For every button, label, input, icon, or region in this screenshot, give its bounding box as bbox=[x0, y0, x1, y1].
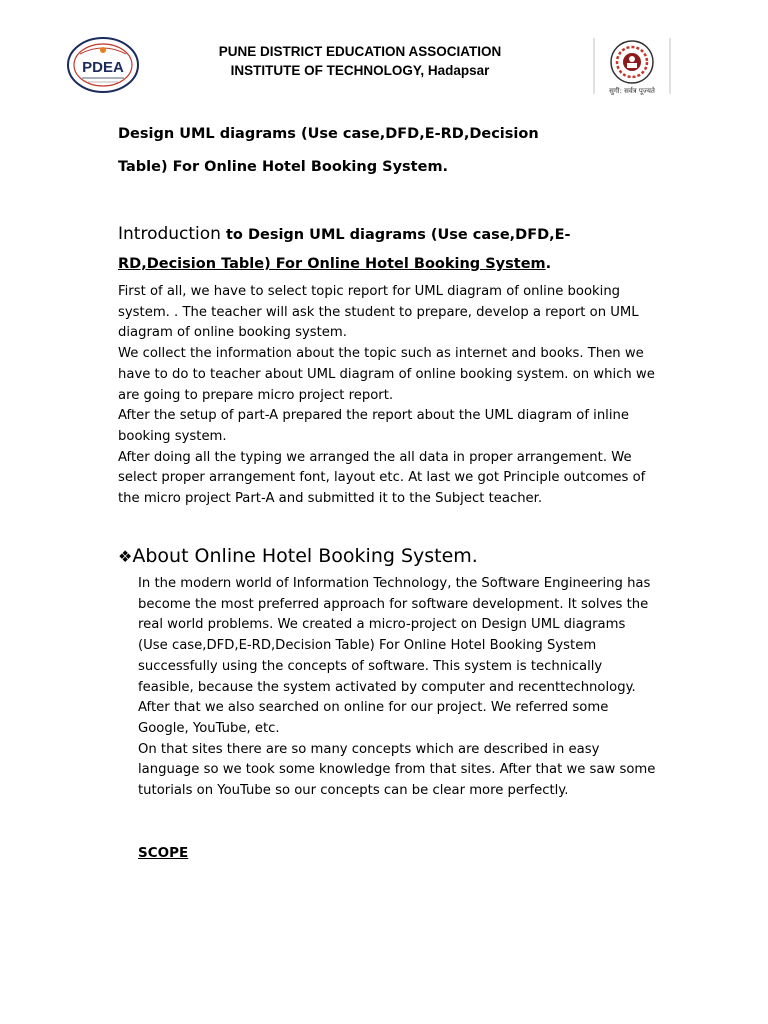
introduction-heading bbox=[118, 220, 678, 278]
introduction-trailing: . bbox=[545, 256, 552, 272]
about-paragraph: In the modern world of Information Technology, the Software Engineering has become the most preferred approach for software development. It solves the real world problems. We created a micro-project on Design UML diagrams (Use case,DFD,E-RD,Decision Table) For Online Hotel Booking System successfully using the concepts of software. This system is technically feasible, because the system activated by computer and recenttechnology. bbox=[138, 576, 651, 695]
institution-header bbox=[150, 42, 570, 80]
institute-location: Hadapsar bbox=[424, 63, 490, 78]
institute-main: INSTITUTE OF TECHNOLOGY, bbox=[230, 63, 425, 78]
scope-heading: SCOPE bbox=[138, 845, 189, 861]
introduction-paragraph: After doing all the typing we arranged the all data in proper arrangement. We select proper arrangement font, layout etc. At last we got Principle outcomes of the micro project Part-A and submitted it to the Subject teacher. bbox=[118, 449, 646, 507]
about-body bbox=[138, 574, 658, 802]
introduction-lead: Introduction bbox=[118, 224, 221, 244]
document-title bbox=[118, 118, 658, 184]
introduction-body bbox=[118, 282, 658, 510]
seal-motto: सुगी: सर्वत्र पूज्यते bbox=[609, 87, 655, 95]
about-heading bbox=[118, 542, 678, 571]
introduction-rest-line2: RD,Decision Table) For Online Hotel Booking System bbox=[118, 256, 546, 272]
pdea-logo bbox=[66, 36, 140, 94]
institute-seal-logo bbox=[592, 36, 672, 98]
association-name: PUNE DISTRICT EDUCATION ASSOCIATION bbox=[218, 44, 502, 59]
diamond-bullet-icon: ❖ bbox=[118, 547, 133, 566]
introduction-paragraph: We collect the information about the topic such as internet and books. Then we have to do to teacher about UML diagram of online booking system. on which we are going to prepare micro project report. bbox=[118, 346, 655, 403]
about-heading-text: About Online Hotel Booking System. bbox=[132, 545, 478, 567]
pdea-logo-text: PDEA bbox=[82, 59, 124, 76]
about-paragraph: On that sites there are so many concepts which are described in easy language so we took some knowledge from that sites. After that we saw some tutorials on YouTube so our concepts can be clear more perfectly. bbox=[138, 741, 656, 799]
introduction-paragraph: After the setup of part-A prepared the report about the UML diagram of inline booking system. bbox=[118, 408, 629, 444]
about-paragraph: After that we also searched on online for our project. We referred some Google, YouTube, etc. bbox=[138, 700, 609, 736]
document-title-line2: Table) For Online Hotel Booking System. bbox=[118, 159, 449, 175]
introduction-rest-line1: to Design UML diagrams (Use case,DFD,E- bbox=[220, 227, 571, 243]
introduction-paragraph: First of all, we have to select topic report for UML diagram of online booking system. . The teacher will ask the student to prepare, develop a report on UML diagram of online booking system. bbox=[118, 284, 639, 341]
institute-name bbox=[150, 61, 570, 80]
document-title-line1: Design UML diagrams (Use case,DFD,E-RD,Decision bbox=[118, 126, 539, 142]
